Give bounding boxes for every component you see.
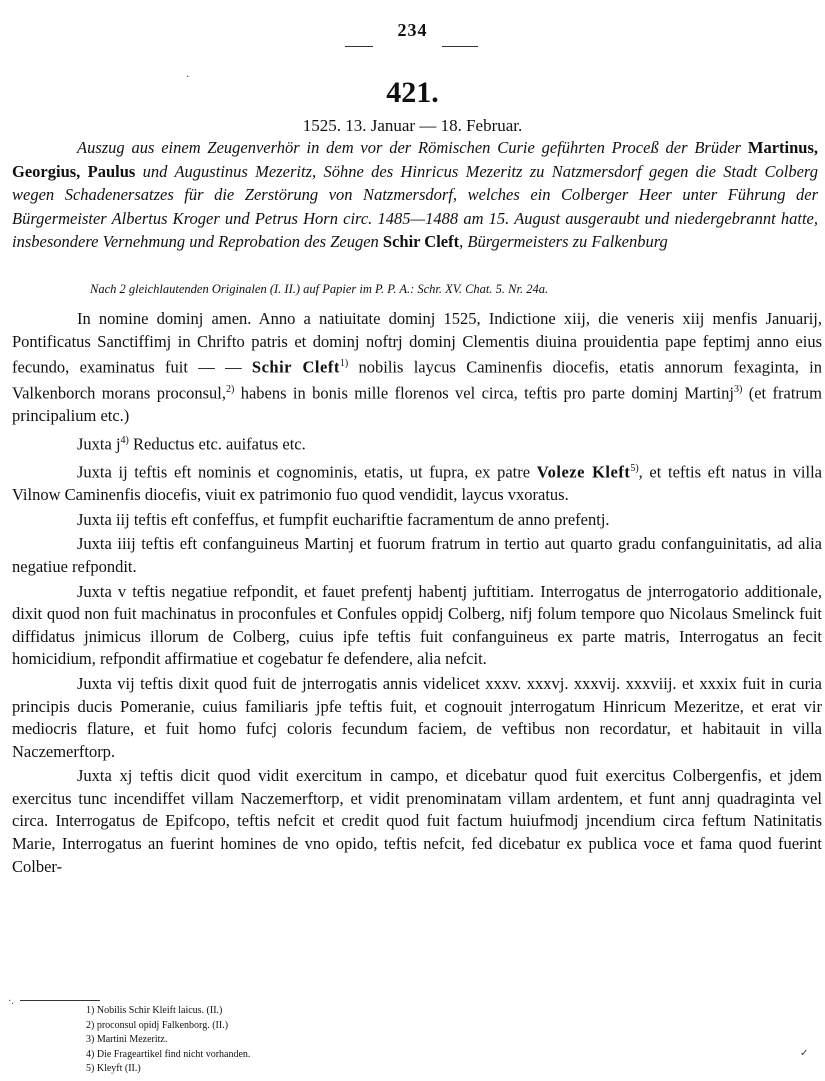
footnote (86, 1004, 686, 1019)
footnote-text: Martini Mezeritz. (96, 1034, 168, 1045)
date-line: 1525. 13. Januar — 18. Februar. (302, 116, 523, 135)
paragraph: Juxta vij teftis dixit quod fuit de jnterrogatis annis videlicet xxxv. xxxvj. xxxvij. xxxviij. et xxxix fuit in curia principis ducis Pomeranie, cuius familiaris jpfe teftis fuit, et cognouit jnterrogatum Hinricum Mezeritze, et erat vir mediocris flature, et fuit homo fufcj coloris fecundum faciem, de veftibus non recordatur, et habitauit in villa Naczemerftorp. (12, 673, 822, 761)
paragraph (12, 458, 822, 507)
paragraph: Juxta v teftis negatiue refpondit, et fauet prefentj habentj juftitiam. Interrogatus de jnterrogatorio additionale, dixit quod non fuit machinatus in proconfules et Confules oppidj Colberg, nifj folum tempore quo Nicolaus Smelinck fuit diffidatus jnimicus illorum de Colberg, cuius ipfe teftis fuit confanguineus ex parte matris, Interrogatus an fecit homicidium, refpondit affirmatiue et cogebatur fe defendere, alia nefcit. (12, 581, 822, 669)
footnote-number: 2) (86, 1019, 95, 1031)
footnote (86, 1033, 686, 1048)
page-number: 234 (397, 20, 428, 40)
footnote-text: Die Frageartikel find nicht vorhanden. (96, 1048, 251, 1060)
regest-text-1: Auszug aus einem Zeugenverhör in dem vor der Römischen Curie geführten Proceß der Brüder (77, 138, 748, 157)
paragraph-text: In nomine dominj amen. Anno a natiuitate dominj 1525, Indictione xiij, die veneris xiij menfis Januarij, Pontificatus Sanctiffimj in Chrifto patris et dominj noftrj dominj Clementis diuina prouidentia pape feptimj anno eius fecundo, examinatus fuit — — (12, 309, 822, 377)
paragraph-text: Juxta j (77, 434, 121, 454)
paragraph: Juxta xj teftis dicit quod vidit exercitum in campo, et dicebatur quod fuit exercitus Colbergenfis, et jdem exercitus tunc incendiffet villam Naczemerftorp, et vidit prenominatam villam ardentem, et funt annj quadraginta vel circa. Interrogatus de Epifcopo, teftis nefcit et credit quod fuit factum huiufmodj jncendium circa feftum Natinitatis Marie, Interrogatus an fuerint homines de vno opido, teftis nefcit, fed dicebatur ex publica voce et fama quod fuerint Colber- (12, 766, 822, 876)
paragraph-text: Juxta ij teftis eft nominis et cognominis, etatis, ut fupra, ex patre (77, 462, 537, 482)
footnote (86, 1019, 686, 1034)
margin-mark: ✓ (800, 1048, 809, 1059)
footnote-number: 4) (86, 1048, 95, 1060)
paragraph (12, 308, 822, 428)
paragraph: Juxta iiij teftis eft confanguineus Martinj et fuorum fratrum in tertio aut quarto gradu confanguinitatis, ad alia negatiue refpondit. (12, 534, 822, 576)
footnote (86, 1062, 686, 1077)
footnote-number: 1) (86, 1005, 95, 1016)
regest-witness: Schir Cleft (382, 232, 460, 251)
footnote-rule (20, 1000, 100, 1001)
paragraph-text: nobilis laycus Caminenfis diocefis, etatis annorum fexaginta, in Valkenborch morans proconsul, (12, 357, 822, 403)
footnotes (86, 1004, 686, 1077)
page-number-rule-right (442, 46, 478, 47)
footnote-number: 3) (86, 1034, 95, 1045)
footnote-number: 5) (86, 1063, 95, 1074)
source-note: Nach 2 gleichlautenden Originalen (I. II.) auf Papier im P. P. A.: Schr. XV. Chat. 5. Nr. 24a. (90, 282, 549, 296)
footnote-text: proconsul opidj Falkenborg. (II.) (96, 1019, 229, 1031)
paragraph-text: (et fratrum principalium etc.) (12, 383, 822, 426)
regest-names: Martinus, Georgius, Paulus (12, 138, 818, 181)
regest-summary (12, 136, 818, 254)
document-number: 421. (386, 76, 439, 109)
document-body (12, 308, 822, 880)
father-name: Voleze Kleft (536, 462, 631, 482)
footnote-ref[interactable]: 2) (225, 384, 235, 396)
paragraph (12, 430, 822, 456)
margin-mark: ·. (8, 996, 14, 1007)
footnote-text: Kleyft (II.) (96, 1063, 141, 1074)
footnote-ref[interactable]: 3) (733, 384, 743, 396)
regest-text-3: , Bürgermeisters zu Falkenburg (459, 232, 668, 251)
witness-name: Schir Cleft (251, 357, 340, 377)
paragraph-text: habens in bonis mille florenos vel circa, teftis pro parte dominj Martinj (234, 383, 734, 403)
footnote-ref[interactable]: 4) (120, 434, 129, 446)
regest-text-2: und Augustinus Mezeritz, Söhne des Hinricus Mezeritz zu Natzmersdorf gegen die Stadt Colberg wegen Schadenersatzes für die Zerstörung von Natzmersdorf, welches ein Colberger Heer unter Führung der Bürgermeister Albertus Kroger und Petrus Horn circ. 1485—1488 am 15. August ausgeraubt und niedergebrannt hatte, insbesondere Vernehmung und Reprobation des Zeugen (12, 161, 818, 251)
paragraph: Juxta iij teftis eft confeffus, et fumpfit euchariftie facramentum de anno prefentj. (77, 509, 610, 529)
footnote (86, 1048, 686, 1063)
page-number-rule-left (345, 46, 373, 47)
paragraph-text: , et teftis eft natus in villa Vilnow Caminenfis diocefis, viuit ex patrimonio fuo quod vendidit, laycus vxoratus. (12, 462, 822, 505)
footnote-text: Nobilis Schir Kleift laicus. (II.) (96, 1005, 223, 1016)
margin-mark: · (186, 72, 190, 83)
footnote-ref[interactable]: 1) (339, 358, 349, 370)
paragraph-text: Reductus etc. auifatus etc. (128, 434, 306, 454)
footnote-ref[interactable]: 5) (630, 463, 639, 475)
